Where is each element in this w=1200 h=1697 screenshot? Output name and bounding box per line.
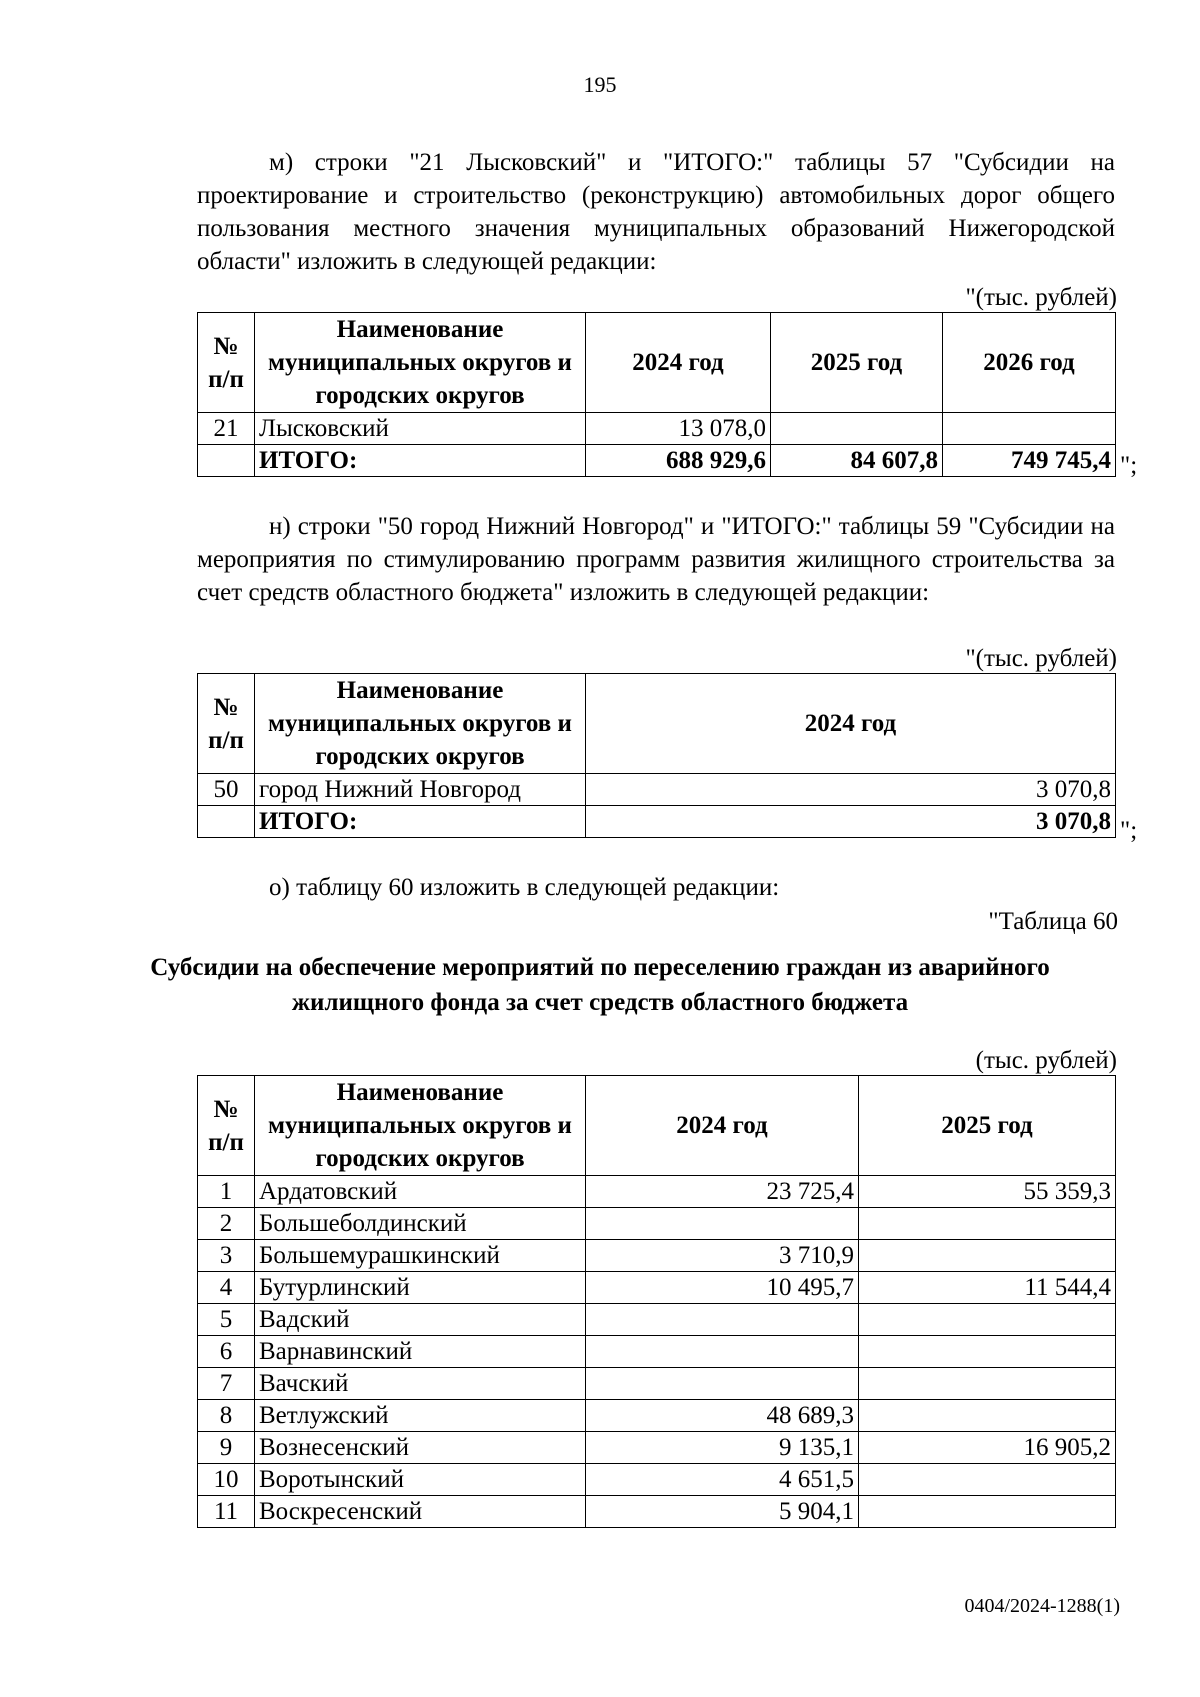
row-name: Ардатовский — [255, 1176, 586, 1208]
row-name: Большеболдинский — [255, 1208, 586, 1240]
section-m-units: "(тыс. рублей) — [965, 284, 1117, 311]
row-num: 1 — [198, 1176, 255, 1208]
table-row — [198, 1400, 1116, 1432]
total-row — [198, 445, 1116, 477]
table-60-title: Субсидии на обеспечение мероприятий по переселению граждан из аварийного жилищного фонда за счет средств областного бюджета — [150, 954, 1050, 1016]
section-n-text: н) строки "50 город Нижний Новгород" и "ИТОГО:" таблицы 59 "Субсидии на мероприятия по стимулированию программ развития жилищного строительства за счет средств областного бюджета" изложить в следующей редакции: — [197, 513, 1115, 606]
table-header-row — [198, 674, 1116, 774]
table-row — [198, 1176, 1116, 1208]
row-name: Бутурлинский — [255, 1272, 586, 1304]
table-60-label: "Таблица 60 — [988, 908, 1118, 935]
row-num: 7 — [198, 1368, 255, 1400]
row-2026 — [943, 413, 1116, 445]
table-row — [198, 1240, 1116, 1272]
table-59-excerpt — [197, 673, 1116, 838]
total-2024: 3 070,8 — [586, 806, 1116, 838]
row-name: Вадский — [255, 1304, 586, 1336]
row-num: 11 — [198, 1496, 255, 1528]
header-2026: 2026 год — [943, 313, 1116, 413]
total-2026: 749 745,4 — [943, 445, 1116, 477]
row-2025 — [859, 1464, 1116, 1496]
total-row — [198, 806, 1116, 838]
row-2024: 13 078,0 — [586, 413, 771, 445]
row-2024 — [586, 1304, 859, 1336]
section-m-text: м) строки "21 Лысковский" и "ИТОГО:" таблицы 57 "Субсидии на проектирование и строительство (реконструкцию) автомобильных дорог общего пользования местного значения муниципальных образований Нижегородской области" изложить в следующей редакции: — [197, 149, 1115, 275]
header-2025: 2025 год — [771, 313, 943, 413]
total-label: ИТОГО: — [255, 806, 586, 838]
row-2025 — [859, 1304, 1116, 1336]
page-number: 195 — [583, 72, 617, 97]
total-2024: 688 929,6 — [586, 445, 771, 477]
row-2025 — [859, 1240, 1116, 1272]
table-row — [198, 413, 1116, 445]
row-name: Вознесенский — [255, 1432, 586, 1464]
row-2025 — [859, 1208, 1116, 1240]
row-2024: 3 710,9 — [586, 1240, 859, 1272]
row-num: 9 — [198, 1432, 255, 1464]
row-name: Ветлужский — [255, 1400, 586, 1432]
row-num: 3 — [198, 1240, 255, 1272]
section-o-units: (тыс. рублей) — [975, 1047, 1117, 1074]
row-num: 6 — [198, 1336, 255, 1368]
row-2024: 48 689,3 — [586, 1400, 859, 1432]
row-num: 8 — [198, 1400, 255, 1432]
table-row — [198, 1464, 1116, 1496]
row-2025: 16 905,2 — [859, 1432, 1116, 1464]
table-60 — [197, 1075, 1116, 1528]
document-code: 0404/2024-1288(1) — [964, 1595, 1120, 1617]
row-num: 10 — [198, 1464, 255, 1496]
table-row — [198, 1208, 1116, 1240]
row-name: Вачский — [255, 1368, 586, 1400]
row-2024: 9 135,1 — [586, 1432, 859, 1464]
row-name: Воротынский — [255, 1464, 586, 1496]
total-num — [198, 445, 255, 477]
table-row — [198, 774, 1116, 806]
row-2024 — [586, 1336, 859, 1368]
table-header-row — [198, 1076, 1116, 1176]
table-header-row — [198, 313, 1116, 413]
table-row — [198, 1496, 1116, 1528]
header-2024: 2024 год — [586, 674, 1116, 774]
header-num: № п/п — [198, 313, 255, 413]
row-num: 4 — [198, 1272, 255, 1304]
row-2024: 5 904,1 — [586, 1496, 859, 1528]
table-row — [198, 1368, 1116, 1400]
row-name: город Нижний Новгород — [255, 774, 586, 806]
row-2025: 11 544,4 — [859, 1272, 1116, 1304]
row-2025: 55 359,3 — [859, 1176, 1116, 1208]
row-2024: 23 725,4 — [586, 1176, 859, 1208]
table-row — [198, 1336, 1116, 1368]
table-57-excerpt — [197, 312, 1116, 477]
row-2025 — [859, 1336, 1116, 1368]
row-name: Лысковский — [255, 413, 586, 445]
section-n-closer: "; — [1120, 817, 1138, 844]
total-2025: 84 607,8 — [771, 445, 943, 477]
header-name: Наименование муниципальных округов и городских округов — [255, 313, 586, 413]
row-2025 — [859, 1400, 1116, 1432]
header-name: Наименование муниципальных округов и городских округов — [255, 674, 586, 774]
row-num: 5 — [198, 1304, 255, 1336]
section-m-closer: "; — [1120, 452, 1138, 479]
row-num: 50 — [198, 774, 255, 806]
header-2025: 2025 год — [859, 1076, 1116, 1176]
header-2024: 2024 год — [586, 1076, 859, 1176]
table-row — [198, 1304, 1116, 1336]
table-row — [198, 1272, 1116, 1304]
row-2024 — [586, 1208, 859, 1240]
row-2025 — [859, 1496, 1116, 1528]
header-num: № п/п — [198, 1076, 255, 1176]
header-name: Наименование муниципальных округов и городских округов — [255, 1076, 586, 1176]
row-2024 — [586, 1368, 859, 1400]
row-name: Варнавинский — [255, 1336, 586, 1368]
total-num — [198, 806, 255, 838]
total-label: ИТОГО: — [255, 445, 586, 477]
row-2025 — [771, 413, 943, 445]
row-name: Воскресенский — [255, 1496, 586, 1528]
header-2024: 2024 год — [586, 313, 771, 413]
row-name: Большемурашкинский — [255, 1240, 586, 1272]
row-num: 2 — [198, 1208, 255, 1240]
row-2024: 10 495,7 — [586, 1272, 859, 1304]
row-2024: 3 070,8 — [586, 774, 1116, 806]
row-2025 — [859, 1368, 1116, 1400]
table-row — [198, 1432, 1116, 1464]
section-n-units: "(тыс. рублей) — [965, 645, 1117, 672]
header-num: № п/п — [198, 674, 255, 774]
row-2024: 4 651,5 — [586, 1464, 859, 1496]
row-num: 21 — [198, 413, 255, 445]
section-o-text: о) таблицу 60 изложить в следующей редакции: — [269, 874, 780, 901]
